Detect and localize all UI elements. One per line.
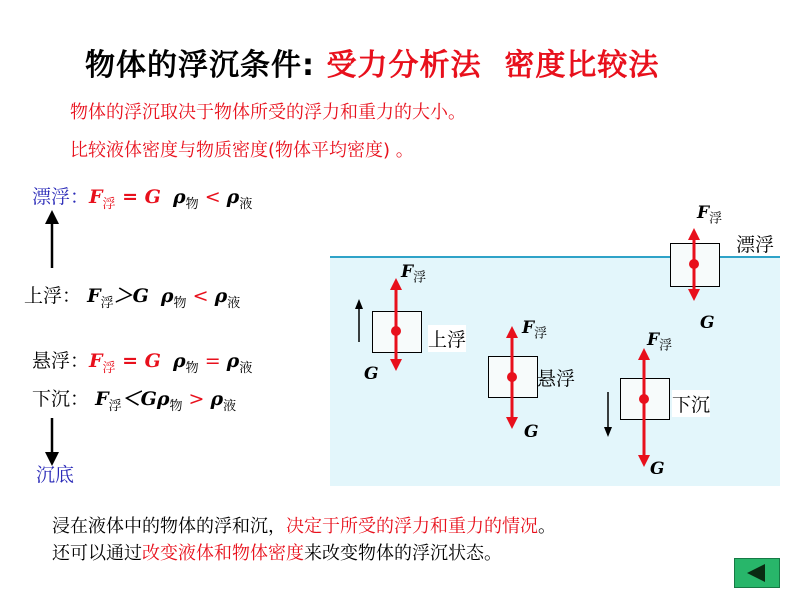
suspended-forces [506, 326, 518, 429]
suspend-force: $F_浮 = G$ [89, 350, 161, 376]
rho-liquid: $\rho_液$ [226, 186, 253, 212]
suspended-gravity-label: G [524, 422, 539, 442]
diagram-label-suspended: 悬浮 [537, 368, 576, 390]
title-method-density: 密度比较法 [504, 48, 660, 83]
rise-force: $F_浮>G$ [87, 285, 149, 311]
rho-liquid: $\rho_液$ [210, 388, 237, 414]
previous-slide-button[interactable] [734, 558, 780, 588]
rho-object: $\rho_物$ [173, 186, 199, 212]
state-label: 悬浮： [32, 350, 90, 372]
diagram-label-rising: 上浮 [428, 325, 466, 352]
density-compare: = [198, 350, 227, 372]
rho-object: $\rho_物$ [156, 388, 183, 414]
suspended-buoyancy-label: $F_浮$ [522, 318, 548, 342]
rho-liquid: $\rho_液$ [226, 350, 253, 376]
sinking-buoyancy-label: $F_浮$ [647, 330, 673, 354]
state-bottom: 沉底 [36, 464, 75, 486]
density-compare: < [198, 186, 227, 208]
floating-gravity-label: G [700, 313, 715, 333]
title-method-force: 受力分析法 [326, 48, 482, 83]
density-compare: < [186, 285, 215, 307]
rising-buoyancy-label: $F_浮$ [401, 262, 427, 286]
rho-object: $\rho_物$ [173, 350, 199, 376]
state-label: 下沉： [32, 388, 90, 410]
diagram-label-floating: 漂浮 [736, 234, 775, 256]
state-label: 上浮： [24, 285, 82, 307]
sink-force: $F_浮<G$ [95, 388, 157, 414]
intro-line-2: 比较液体密度与物质密度(物体平均密度) 。 [70, 140, 414, 161]
intro-line-1: 物体的浮沉取决于物体所受的浮力和重力的大小。 [70, 102, 466, 123]
conclusion-line-2: 还可以通过改变液体和物体密度来改变物体的浮沉状态。 [52, 543, 502, 564]
floating-forces [688, 228, 700, 301]
rising-gravity-label: G [364, 364, 379, 384]
conclusion-line-1: 浸在液体中的物体的浮和沉，决定于所受的浮力和重力的情况。 [52, 516, 556, 537]
sinking-gravity-label: G [650, 459, 665, 479]
floating-buoyancy-label: $F_浮$ [697, 203, 723, 227]
sinking-forces [638, 348, 650, 467]
rho-liquid: $\rho_液$ [214, 285, 241, 311]
diagram-label-sinking: 下沉 [672, 390, 710, 417]
triangle-left-icon [735, 559, 779, 587]
float-force: $F_浮 = G$ [89, 186, 161, 212]
title-prefix: 物体的浮沉条件: [85, 48, 315, 83]
density-compare: > [182, 388, 211, 410]
state-label: 漂浮： [32, 186, 90, 208]
rho-object: $\rho_物$ [160, 285, 187, 311]
rising-forces [390, 278, 402, 371]
